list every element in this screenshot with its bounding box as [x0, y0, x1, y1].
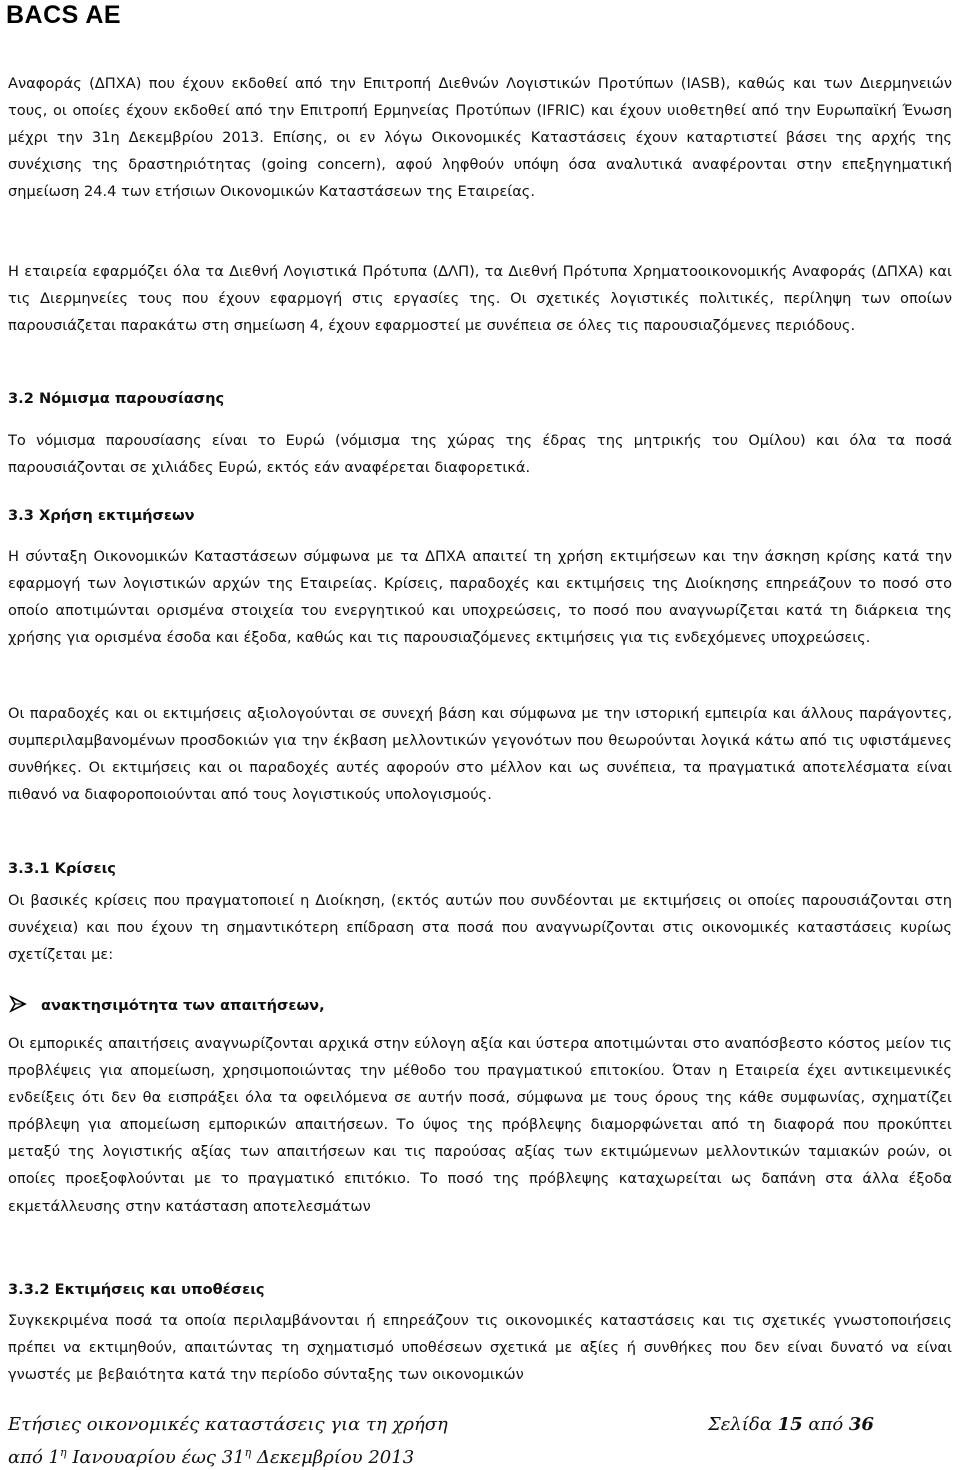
heading-3-3 — [8, 504, 195, 528]
heading-title: Εκτιμήσεις και υποθέσεις — [49, 1281, 265, 1298]
bullet-text: ανακτησιμότητα των απαιτήσεων, — [41, 997, 325, 1014]
company-title: BACS AE — [6, 1, 122, 29]
footer-line-1 — [8, 1413, 874, 1437]
paragraph-assumptions: Οι παραδοχές και οι εκτιμήσεις αξιολογούνται σε συνεχή βάση και σύμφωνα με την ιστορική εμπειρία και άλλους παράγοντες, συμπεριλαμβανομένων προσδοκιών για την έκβαση μελλοντικών γεγονότων που θεωρούνται λογικά κάτω από τις υφιστάμενες συνθήκες. Οι εκτιμήσεις και οι παραδοχές αυτές αφορούν στο μέλλον και ως συνέπεια, τα πραγματικά αποτελέσματα είναι πιθανό να διαφοροποιούνται από τους λογιστικούς υπολογισμούς. — [8, 705, 952, 804]
paragraph-currency: Το νόμισμα παρουσίασης είναι το Ευρώ (νόμισμα της χώρας της έδρας της μητρικής του Ομίλου) και όλα τα ποσά παρουσιάζονται σε χιλιάδες Ευρώ, εκτός εάν αναφέρεται διαφορετικά. — [8, 432, 952, 477]
heading-title: Κρίσεις — [49, 860, 116, 877]
heading-3-3-1 — [8, 857, 116, 881]
heading-title: Νόμισμα παρουσίασης — [33, 390, 225, 407]
total-pages: 36 — [848, 1414, 874, 1435]
heading-number: 3.3 — [8, 507, 34, 524]
bullet-item — [9, 992, 325, 1020]
paragraph-ifrs-basis: Αναφοράς (ΔΠΧΑ) που έχουν εκδοθεί από την Επιτροπή Διεθνών Λογιστικών Προτύπων (IASB), καθώς και των Διερμηνειών τους, οι οποίες έχουν εκδοθεί από την Επιτροπή Ερμηνείας Προτύπων (IFRIC) και έχουν υιοθετηθεί από την Ευρωπαϊκή Ένωση μέχρι την 31η Δεκεμβρίου 2013. Επίσης, οι εν λόγω Οικονομικές Καταστάσεις έχουν καταρτιστεί βάσει της αρχής της συνέχισης της δραστηριότητας (going concern), αφού ληφθούν υπόψη όσα αναλυτικά αναφέρονται στην επεξηγηματική σημείωση 24.4 των ετήσιων Οικονομικών Καταστάσεων της Εταιρείας. — [8, 75, 952, 201]
arrow-bullet-icon — [9, 995, 27, 1013]
paragraph-standards-applied: Η εταιρεία εφαρμόζει όλα τα Διεθνή Λογιστικά Πρότυπα (ΔΛΠ), τα Διεθνή Πρότυπα Χρηματοοικονομικής Αναφοράς (ΔΠΧΑ) και τις Διερμηνείες τους που έχουν εφαρμογή στις εργασίες της. Οι σχετικές λογιστικές πολιτικές, περίληψη των οποίων παρουσιάζεται παρακάτω στη σημείωση 4, έχουν εφαρμοστεί με συνέπεια σε όλες τις παρουσιαζόμενες περιόδους. — [8, 263, 952, 335]
footer-line-2: από $1^\eta$ Ιανουαρίου έως $31^\eta$ Δεκεμβρίου 2013 — [8, 1446, 415, 1468]
paragraph-judgements: Οι βασικές κρίσεις που πραγματοποιεί η Διοίκηση, (εκτός αυτών που συνδέονται με εκτιμήσεις οι οποίες παρουσιάζονται στη συνέχεια) και που έχουν τη σημαντικότερη επίδραση στα ποσά που αναγνωρίζονται στις οικονομικές καταστάσεις κυρίως σχετίζεται με: — [8, 892, 952, 964]
heading-3-2 — [8, 387, 224, 411]
heading-title: Χρήση εκτιμήσεων — [33, 507, 195, 524]
heading-number: 3.3.1 — [8, 860, 50, 877]
paragraph-estimates-use: Η σύνταξη Οικονομικών Καταστάσεων σύμφωνα με τα ΔΠΧΑ απαιτεί τη χρήση εκτιμήσεων και την άσκηση κρίσης κατά την εφαρμογή των λογιστικών αρχών της Εταιρείας. Κρίσεις, παραδοχές και εκτιμήσεις της Διοίκησης επηρεάζουν το ποσό στο οποίο αποτιμώνται ορισμένα στοιχεία του ενεργητικού και υποχρεώσεις, το ποσό που αναγνωρίζεται κατά τη διάρκεια της χρήσης για ορισμένα έσοδα και έξοδα, καθώς και τις παρουσιαζόμενες εκτιμήσεις για τις ενδεχόμενες υποχρεώσεις. — [8, 548, 952, 647]
paragraph-estimates-assumptions: Συγκεκριμένα ποσά τα οποία περιλαμβάνονται ή επηρεάζουν τις οικονομικές καταστάσεις και τις σχετικές γνωστοποιήσεις πρέπει να εκτιμηθούν, απαιτώντας τη σχηματισμό υποθέσεων σχετικά με αξίες ή συνθήκες που δεν είναι δυνατό να είναι γνωστές με βεβαιότητα κατά την περίοδο σύνταξης των οικονομικών — [8, 1312, 952, 1384]
heading-number: 3.2 — [8, 390, 34, 407]
heading-3-3-2 — [8, 1278, 265, 1302]
heading-number: 3.3.2 — [8, 1281, 50, 1298]
page-number: Σελίδα 15 από 36 — [708, 1414, 874, 1435]
paragraph-receivables: Οι εμπορικές απαιτήσεις αναγνωρίζονται αρχικά στην εύλογη αξία και ύστερα αποτιμώνται στο αναπόσβεστο κόστος μείον τις προβλέψεις για απομείωση, χρησιμοποιώντας την μέθοδο του πραγματικού επιτοκίου. Όταν η Εταιρεία έχει αντικειμενικές ενδείξεις ότι δεν θα εισπράξει όλα τα οφειλόμενα σε αυτήν ποσά, σύμφωνα με τους όρους της κάθε συμφωνίας, σχηματίζει πρόβλεψη για απομείωση εμπορικών απαιτήσεων. Το ύψος της πρόβλεψης διαμορφώνεται από τη διαφορά που προκύπτει μεταξύ της λογιστικής αξίας των απαιτήσεων και τις παρούσας αξίας των εκτιμώμενων μελλοντικών ταμιακών ροών, οι οποίες προεξοφλούνται με το πραγματικό επιτόκιο. Το ποσό της πρόβλεψης καταχωρείται ως δαπάνη στα άλλα έξοδα εκμετάλλευσης στην κατάσταση αποτελεσμάτων — [8, 1035, 952, 1215]
current-page: 15 — [777, 1414, 803, 1435]
footer-statement-title: Ετήσιες οικονομικές καταστάσεις για τη χρήση — [8, 1414, 448, 1435]
